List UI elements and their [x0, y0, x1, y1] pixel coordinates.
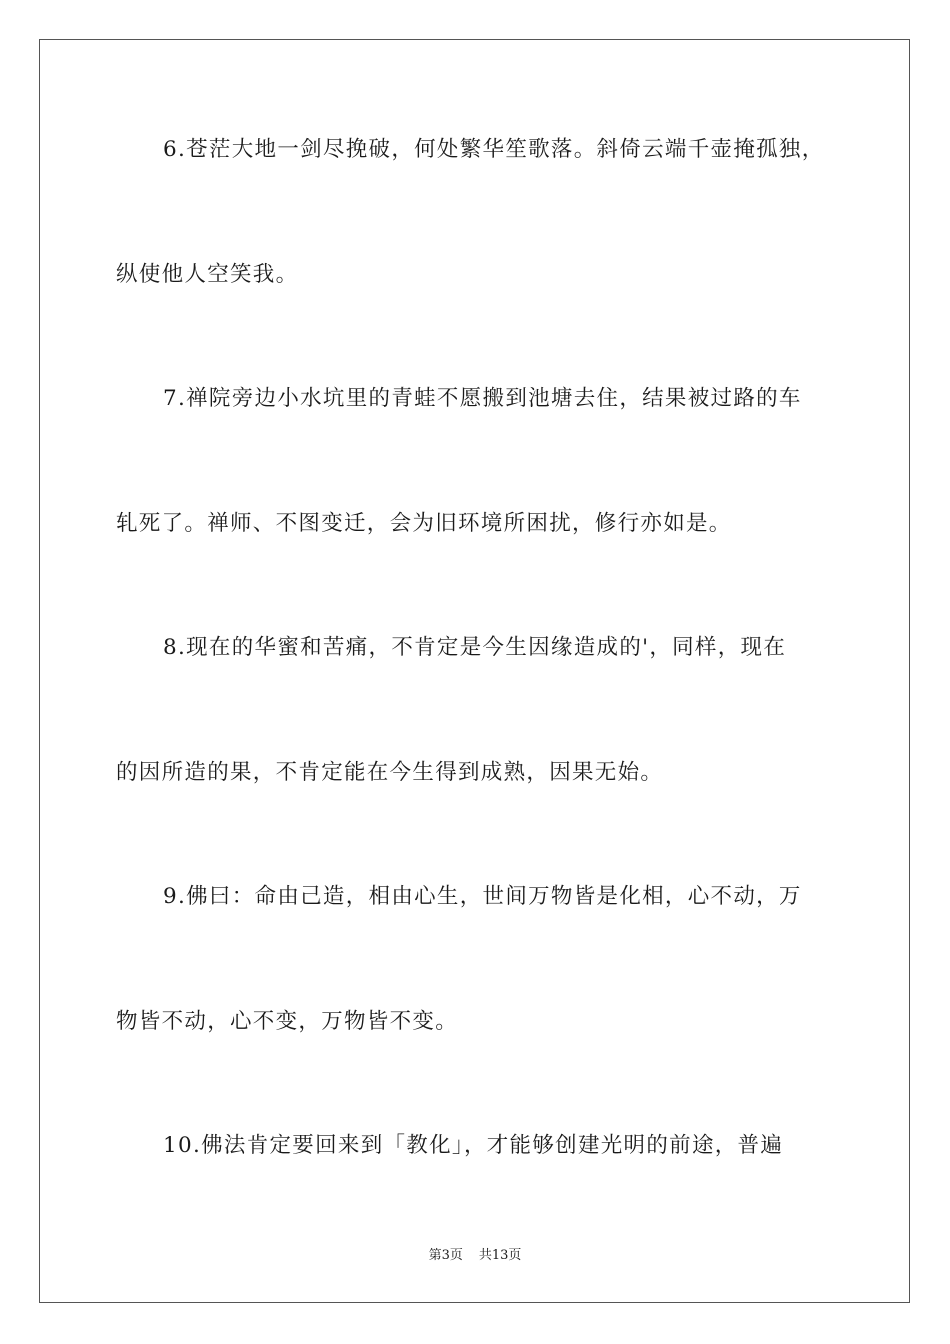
- paragraph-8-line-1: 8.现在的华蜜和苦痛，不肯定是今生因缘造成的'，同样，现在: [163, 635, 787, 660]
- paragraph-6-line-1: 6.苍茫大地一剑尽挽破，何处繁华笙歌落。斜倚云端千壶掩孤独，: [163, 137, 825, 162]
- page-total: 共13页: [478, 1248, 522, 1263]
- page-border: [39, 39, 910, 1303]
- paragraph-9-line-2: 物皆不动，心不变，万物皆不变。: [116, 1009, 459, 1034]
- paragraph-7-line-2: 轧死了。禅师、不图变迁，会为旧环境所困扰，修行亦如是。: [116, 511, 732, 536]
- paragraph-9-line-1: 9.佛曰：命由己造，相由心生，世间万物皆是化相，心不动，万: [163, 884, 802, 909]
- page-number: 第3页: [428, 1248, 463, 1263]
- paragraph-10-line-1: 10.佛法肯定要回来到「教化」，才能够创建光明的前途，普遍: [163, 1133, 784, 1158]
- page-footer: [0, 1247, 950, 1265]
- paragraph-6-line-2: 纵使他人空笑我。: [116, 262, 299, 287]
- paragraph-7-line-1: 7.禅院旁边小水坑里的青蛙不愿搬到池塘去住，结果被过路的车: [163, 386, 802, 411]
- paragraph-8-line-2: 的因所造的果，不肯定能在今生得到成熟，因果无始。: [116, 760, 664, 785]
